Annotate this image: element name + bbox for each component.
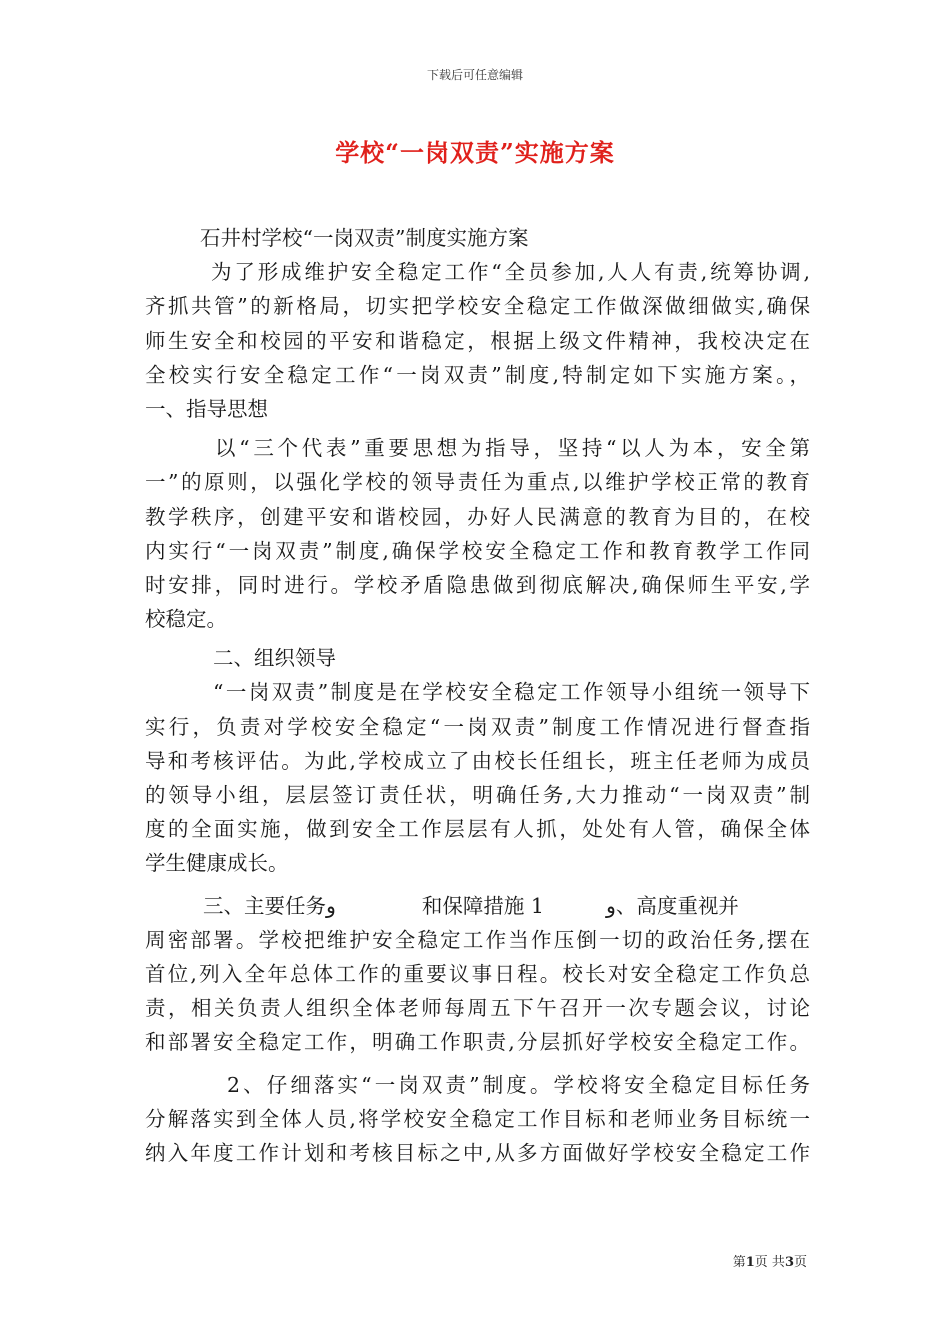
paragraph-line: 齐抓共管”的新格局，切实把学校安全稳定工作做深做细做实,确保 <box>145 294 810 319</box>
paragraph-line: 分解落实到全体人员,将学校安全稳定工作目标和老师业务目标统一 <box>145 1106 810 1131</box>
current-page-number: 1 <box>745 1255 755 1270</box>
document-title: 学校“一岗双责”实施方案 <box>335 138 615 167</box>
heading-part: 三、主要任务 <box>203 893 326 918</box>
section-heading-guiding-ideology: 一、指导思想 <box>145 396 268 421</box>
paragraph-line: 导和考核评估。为此,学校成立了由校长任组长，班主任老师为成员 <box>145 748 810 773</box>
intro-paragraph <box>145 255 810 392</box>
heading-part: 、高度重视并 <box>615 893 739 918</box>
footer-prefix: 第 <box>732 1255 746 1270</box>
paragraph-line: 时安排，同时进行。学校矛盾隐患做到彻底解决,确保师生平安,学 <box>145 572 810 597</box>
section3-paragraph <box>145 923 810 1060</box>
paragraph-line: 度的全面实施，做到安全工作层层有人抓，处处有人管，确保全体 <box>145 817 810 842</box>
footer-suffix: 页 <box>793 1255 807 1270</box>
paragraph-line: 首位,列入全年总体工作的重要议事日程。校长对安全稳定工作负总 <box>145 961 810 986</box>
paragraph-line: 纳入年度工作计划和考核目标之中,从多方面做好学校安全稳定工作 <box>145 1140 810 1165</box>
item2-paragraph <box>145 1068 810 1171</box>
paragraph-line: 为了形成维护安全稳定工作“全员参加,人人有责,统筹协调, <box>211 260 810 285</box>
paragraph-line: 一”的原则，以强化学校的领导责任为重点,以维护学校正常的教育 <box>145 470 810 495</box>
stray-mark: و <box>326 893 336 918</box>
section1-paragraph <box>145 431 810 636</box>
paragraph-line: 责，相关负责人组织全体老师每周五下午召开一次专题会议，讨论 <box>145 996 810 1021</box>
paragraph-line: 周密部署。学校把维护安全稳定工作当作压倒一切的政治任务,摆在 <box>145 927 810 952</box>
paragraph-line: 师生安全和校园的平安和谐稳定，根据上级文件精神，我校决定在 <box>145 328 810 353</box>
paragraph-line: 校稳定。 <box>145 607 227 632</box>
paragraph-line: 2、仔细落实“一岗双责”制度。学校将安全稳定目标任务 <box>227 1072 810 1097</box>
total-page-number: 3 <box>784 1255 794 1270</box>
paragraph-line: 的领导小组，层层签订责任状，明确任务,大力推动“一岗双责”制 <box>145 783 810 807</box>
heading-part: 和保障措施 1 <box>421 893 544 918</box>
paragraph-line: 和部署安全稳定工作，明确工作职责,分层抓好学校安全稳定工作。 <box>145 1030 810 1055</box>
section2-paragraph <box>145 675 810 880</box>
paragraph-line: 以“三个代表”重要思想为指导，坚持“以人为本，安全第 <box>215 436 810 461</box>
paragraph-line: 学生健康成长。 <box>145 851 289 876</box>
paragraph-line: “一岗双责”制度是在学校安全稳定工作领导小组统一领导下 <box>213 680 810 705</box>
section-heading-organization: 二、组织领导 <box>213 646 336 671</box>
stray-mark: و <box>605 893 616 918</box>
paragraph-line: 实行，负责对学校安全稳定“一岗双责”制度工作情况进行督查指 <box>145 714 810 739</box>
header-note: 下载后可任意编辑 <box>426 68 523 82</box>
document-body <box>145 221 810 1170</box>
document-subtitle: 石井村学校“一岗双责”制度实施方案 <box>200 226 529 250</box>
page-number-footer <box>733 1251 807 1270</box>
paragraph-line: 全校实行安全稳定工作“一岗双责”制度,特制定如下实施方案。， <box>145 362 810 387</box>
section-heading-main-tasks <box>145 889 810 923</box>
paragraph-line: 内实行“一岗双责”制度,确保学校安全稳定工作和教育教学工作同 <box>145 538 810 563</box>
footer-middle: 页 共 <box>754 1255 785 1270</box>
paragraph-line: 教学秩序，创建平安和谐校园，办好人民满意的教育为目的，在校 <box>145 504 810 529</box>
